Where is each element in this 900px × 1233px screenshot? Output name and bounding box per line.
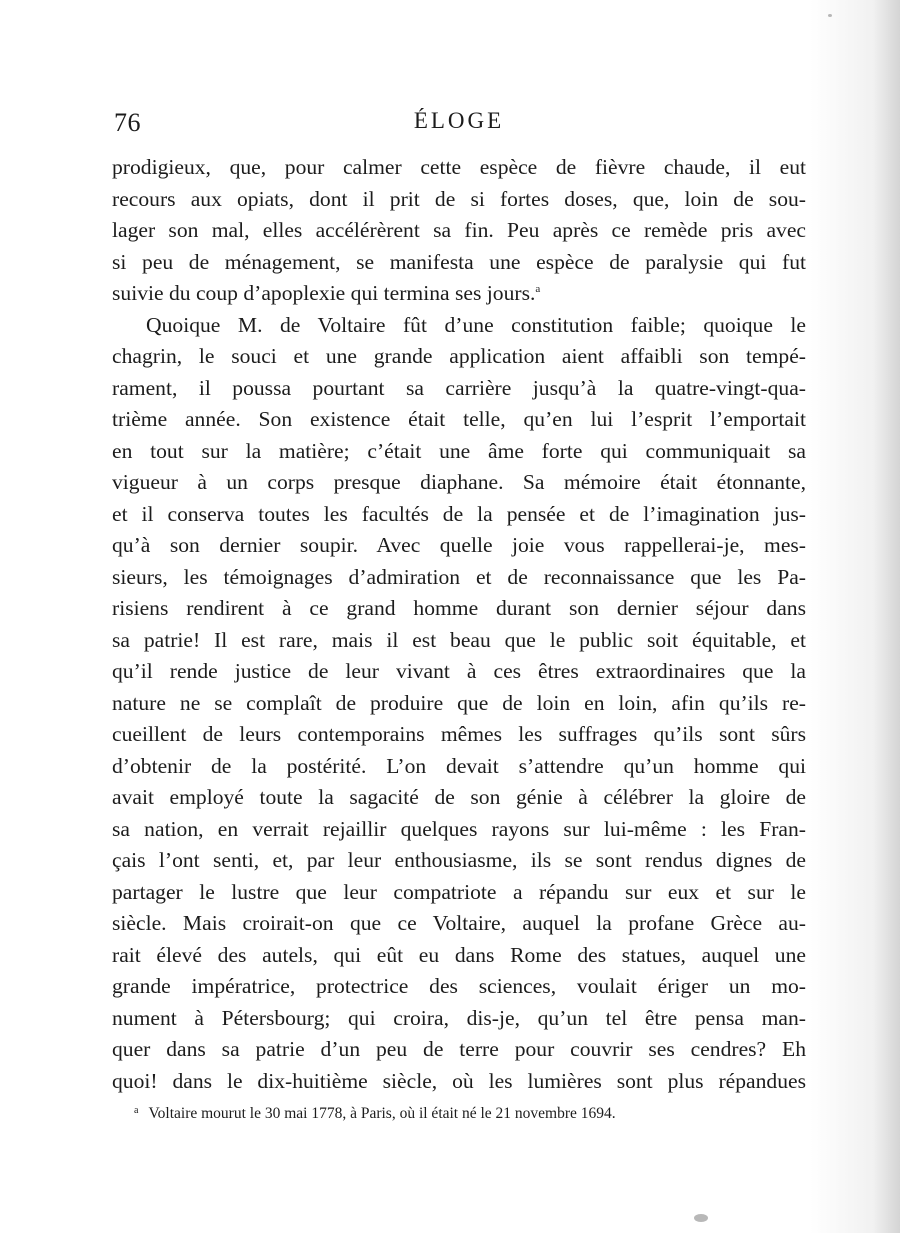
text-line: recours aux opiats, dont il prit de si fortes doses, que, loin de sou- [112, 186, 806, 211]
text-line [112, 278, 806, 310]
text-line-content: suivie du coup d’apoplexie qui termina ses jours. [112, 281, 536, 305]
scan-speck [694, 1214, 708, 1222]
text-line: vigueur à un corps presque diaphane. Sa mémoire était étonnante, [112, 470, 806, 494]
text-line: d’obtenir de la postérité. L’on devait s’attendre qu’un homme qui [112, 753, 806, 778]
text-line: sieurs, les témoignages d’admiration et de reconnaissance que les Pa- [112, 564, 806, 589]
text-line: cueillent de leurs contemporains mêmes les suffrages qu’ils sont sûrs [112, 722, 806, 746]
text-line: Quoique M. de Voltaire fût d’une constitution faible; quoique le [146, 312, 806, 337]
scan-speck [828, 14, 832, 17]
text-line: nument à Pétersbourg; qui croira, dis-je, qu’un tel être pensa man- [112, 1005, 806, 1030]
text-line: grande impératrice, protectrice des sciences, voulait ériger un mo- [112, 974, 806, 998]
text-line: sa patrie! Il est rare, mais il est beau que le public soit équitable, et [112, 627, 806, 652]
text-line: sa nation, en verrait rejaillir quelques rayons sur lui-même : les Fran- [112, 816, 806, 841]
page-header [112, 108, 806, 142]
text-line: siècle. Mais croirait-on que ce Voltaire, auquel la profane Grèce au- [112, 911, 806, 935]
footnote-reference: a [535, 283, 541, 295]
text-line: lager son mal, elles accélérèrent sa fin. Peu après ce remède pris avec [112, 218, 806, 242]
text-line: partager le lustre que leur compatriote a répandu sur eux et sur le [112, 879, 806, 904]
text-line: risiens rendirent à ce grand homme durant son dernier séjour dans [112, 596, 806, 620]
text-line: chagrin, le souci et une grande application aient affaibli son tempé- [112, 344, 806, 368]
running-title: ÉLOGE [413, 108, 505, 133]
text-line: prodigieux, que, pour calmer cette espèce de fièvre chaude, il eut [112, 155, 806, 179]
text-line: quoi! dans le dix-huitième siècle, où les lumières sont plus répandues [112, 1068, 806, 1093]
text-line: nature ne se complaît de produire que de loin en loin, afin qu’ils re- [112, 690, 806, 715]
text-line: çais l’ont senti, et, par leur enthousiasme, ils se sont rendus dignes de [112, 848, 806, 872]
footnote-marker: a [134, 1105, 139, 1116]
text-line: qu’à son dernier soupir. Avec quelle joie vous rappellerai-je, mes- [112, 533, 806, 557]
page-number: 76 [114, 108, 141, 137]
page-edge-shadow [810, 0, 900, 1233]
text-line: qu’il rende justice de leur vivant à ces êtres extraordinaires que la [112, 659, 806, 683]
text-line: et il conserva toutes les facultés de la pensée et de l’imagination jus- [112, 501, 806, 526]
text-line: avait employé toute la sagacité de son génie à célébrer la gloire de [112, 785, 806, 809]
text-line: rait élevé des autels, qui eût eu dans Rome des statues, auquel une [112, 942, 806, 967]
footnote [134, 1101, 814, 1124]
text-line: si peu de ménagement, se manifesta une espèce de paralysie qui fut [112, 249, 806, 274]
text-line: en tout sur la matière; c’était une âme forte qui communiquait sa [112, 438, 806, 463]
text-line: trième année. Son existence était telle, qu’en lui l’esprit l’emportait [112, 407, 806, 431]
text-line: quer dans sa patrie d’un peu de terre pour couvrir ses cendres? Eh [112, 1037, 806, 1061]
body-text [112, 152, 806, 1097]
footnote-text: Voltaire mourut le 30 mai 1778, à Paris, où il était né le 21 novembre 1694. [148, 1105, 616, 1122]
text-line: rament, il poussa pourtant sa carrière jusqu’à la quatre-vingt-qua- [112, 375, 806, 400]
